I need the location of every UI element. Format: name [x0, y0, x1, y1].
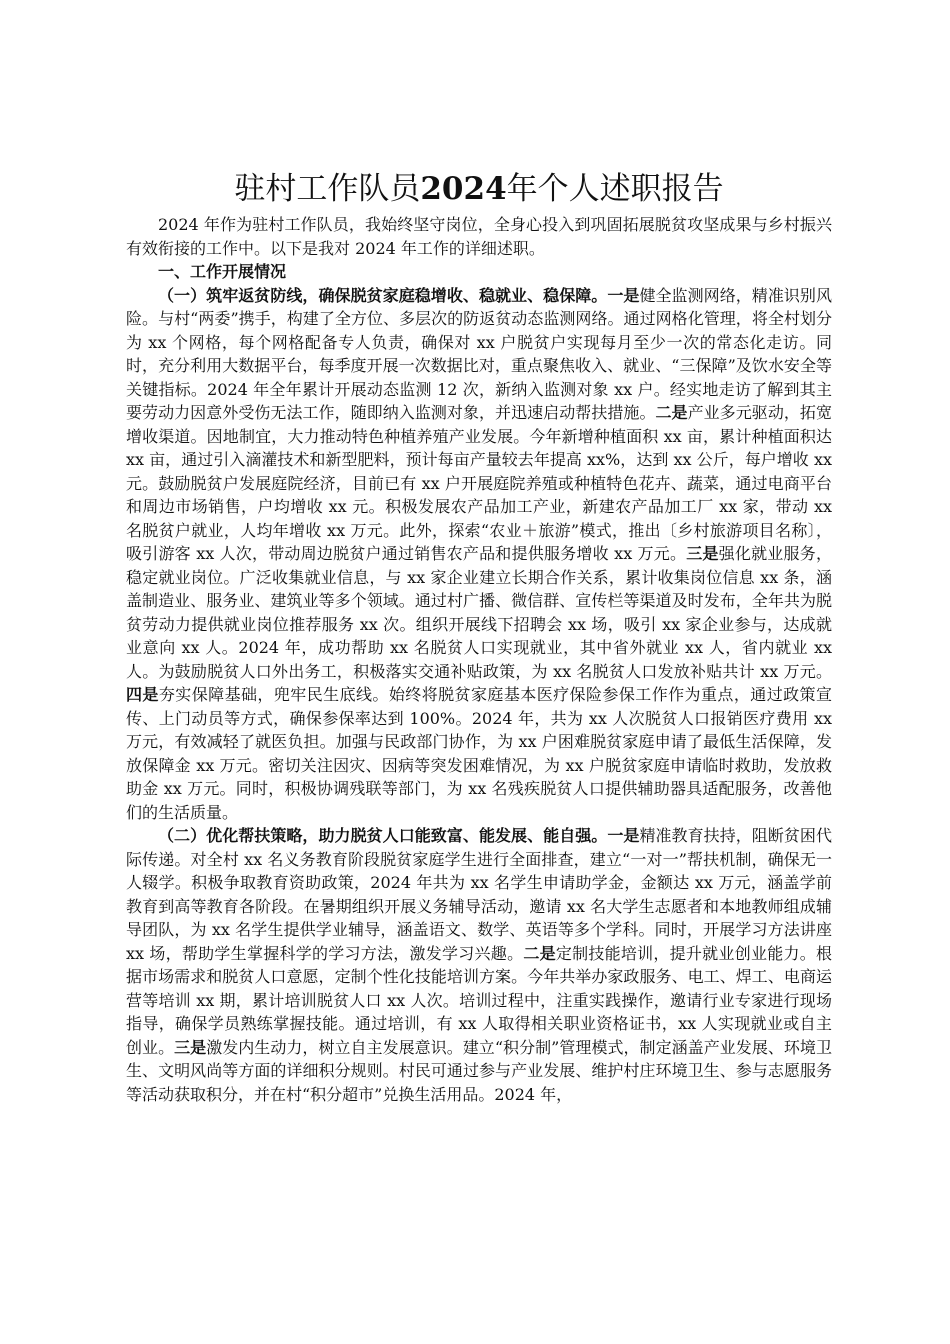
document-title: [126, 168, 832, 210]
point-4-lead: 四是: [126, 685, 159, 704]
sub2-point-2-text: 定制技能培训，提升就业创业能力。根据市场需求和脱贫人口意愿，定制个性化技能培训方案。今年共举办家政服务、电工、焊工、电商运营等培训 xx 期，累计培训脱贫人口 xx 人次。培训过程中，注重实践操作，邀请行业专家进行现场指导，确保学员熟练掌握技能。通过培训，有 xx 人取得相关职业资格证书，xx 人实现就业或自主创业。: [126, 943, 832, 1057]
point-3-text: 强化就业服务，稳定就业岗位。广泛收集就业信息，与 xx 家企业建立长期合作关系，累计收集岗位信息 xx 条，涵盖制造业、服务业、建筑业等多个领域。通过村广播、微信群、宣传栏等渠道及时发布，全年共为脱贫劳动力提供就业岗位推荐服务 xx 次。组织开展线下招聘会 xx 场，吸引 xx 家企业参与，达成就业意向 xx 人。2024 年，成功帮助 xx 名脱贫人口实现就业，其中省外就业 xx 人，省内就业 xx 人。为鼓励脱贫人口外出务工，积极落实交通补贴政策，为 xx 名脱贫人口发放补贴共计 xx 万元。: [126, 544, 832, 681]
sub2-point-1-text: 精准教育扶持，阻断贫困代际传递。对全村 xx 名义务教育阶段脱贫家庭学生进行全面排查，建立“一对一”帮扶机制，确保无一人辍学。积极争取教育资助政策，2024 年共为 xx 名学生申请助学金，金额达 xx 万元，涵盖学前教育到高等教育各阶段。在暑期组织开展义务辅导活动，邀请 xx 名大学生志愿者和本地教师组成辅导团队，为 xx 名学生提供学业辅导，涵盖语文、数学、英语等多个学科。同时，开展学习方法讲座 xx 场，帮助学生掌握科学的学习方法，激发学习兴趣。: [126, 826, 832, 963]
sub2-point-2-lead: 二是: [523, 943, 556, 963]
sub2-point-3-text: 激发内生动力，树立自主发展意识。建立“积分制”管理模式，制定涵盖产业发展、环境卫生、文明风尚等方面的详细积分规则。村民可通过参与产业发展、维护村庄环境卫生、参与志愿服务等活动获取积分，并在村“积分超市”兑换生活用品。2024 年，: [126, 1037, 832, 1104]
point-3-lead: 三是: [686, 544, 719, 563]
sub2-point-3-lead: 三是: [174, 1037, 207, 1057]
title-suffix: 年个人述职报告: [506, 171, 724, 207]
point-1-lead: 一是: [607, 285, 640, 305]
subsection-1-heading: （一）筑牢返贫防线，确保脱贫家庭稳增收、稳就业、稳保障。: [158, 285, 608, 305]
point-4-text: 夯实保障基础，兜牢民生底线。始终将脱贫家庭基本医疗保险参保工作作为重点，通过政策宣传、上门动员等方式，确保参保率达到 100%。2024 年，共为 xx 人次脱贫人口报销医疗费用 xx 万元，有效减轻了就医负担。加强与民政部门协作，为 xx 户困难脱贫家庭申请了最低生活保障，发放保障金 xx 万元。密切关注因灾、因病等突发困难情况，为 xx 户脱贫家庭申请临时救助，发放救助金 xx 万元。同时，积极协调残联等部门，为 xx 名残疾脱贫人口提供辅助器具适配服务，改善他们的生活质量。: [126, 685, 832, 822]
title-year: 2024: [420, 171, 507, 207]
point-1-text: 健全监测网络，精准识别风险。与村“两委”携手，构建了全方位、多层次的防返贫动态监测网络。通过网格化管理，将全村划分为 xx 个网格，每个网格配备专人负责，确保对 xx 户脱贫户实现每月至少一次的常态化走访。同时，充分利用大数据平台，每季度开展一次数据比对，重点聚焦收入、就业、“三保障”及饮水安全等关键指标。2024 年全年累计开展动态监测 12 次，新纳入监测对象 xx 户。经实地走访了解到其主要劳动力因意外受伤无法工作，随即纳入监测对象，并迅速启动帮扶措施。: [126, 285, 832, 422]
subsection-1-paragraph: [126, 284, 832, 825]
section-heading-1: 一、工作开展情况: [158, 262, 287, 281]
title-prefix: 驻村工作队员: [234, 171, 421, 207]
subsection-2-paragraph: [126, 824, 832, 1106]
document-body: [126, 168, 832, 1106]
point-2-text: 产业多元驱动，拓宽增收渠道。因地制宜，大力推动特色种植养殖产业发展。今年新增种植面积 xx 亩，累计种植面积达 xx 亩，通过引入滴灌技术和新型肥料，预计每亩产量较去年提高 xx%，达到 xx 公斤，每户增收 xx 元。鼓励脱贫户发展庭院经济，目前已有 xx 户开展庭院养殖或种植特色花卉、蔬菜，通过电商平台和周边市场销售，户均增收 xx 元。积极发展农产品加工产业，新建农产品加工厂 xx 家，带动 xx 名脱贫户就业，人均年增收 xx 万元。此外，探索“农业＋旅游”模式，推出〔乡村旅游项目名称〕，吸引游客 xx 人次，带动周边脱贫户通过销售农产品和提供服务增收 xx 万元。: [126, 403, 832, 563]
subsection-2-heading: （二）优化帮扶策略，助力脱贫人口能致富、能发展、能自强。: [158, 826, 608, 845]
sub2-point-1-lead: 一是: [607, 826, 640, 845]
point-2-lead: 二是: [655, 403, 688, 422]
intro-paragraph: 2024 年作为驻村工作队员，我始终坚守岗位，全身心投入到巩固拓展脱贫攻坚成果与乡村振兴有效衔接的工作中。以下是我对 2024 年工作的详细述职。: [126, 215, 832, 258]
